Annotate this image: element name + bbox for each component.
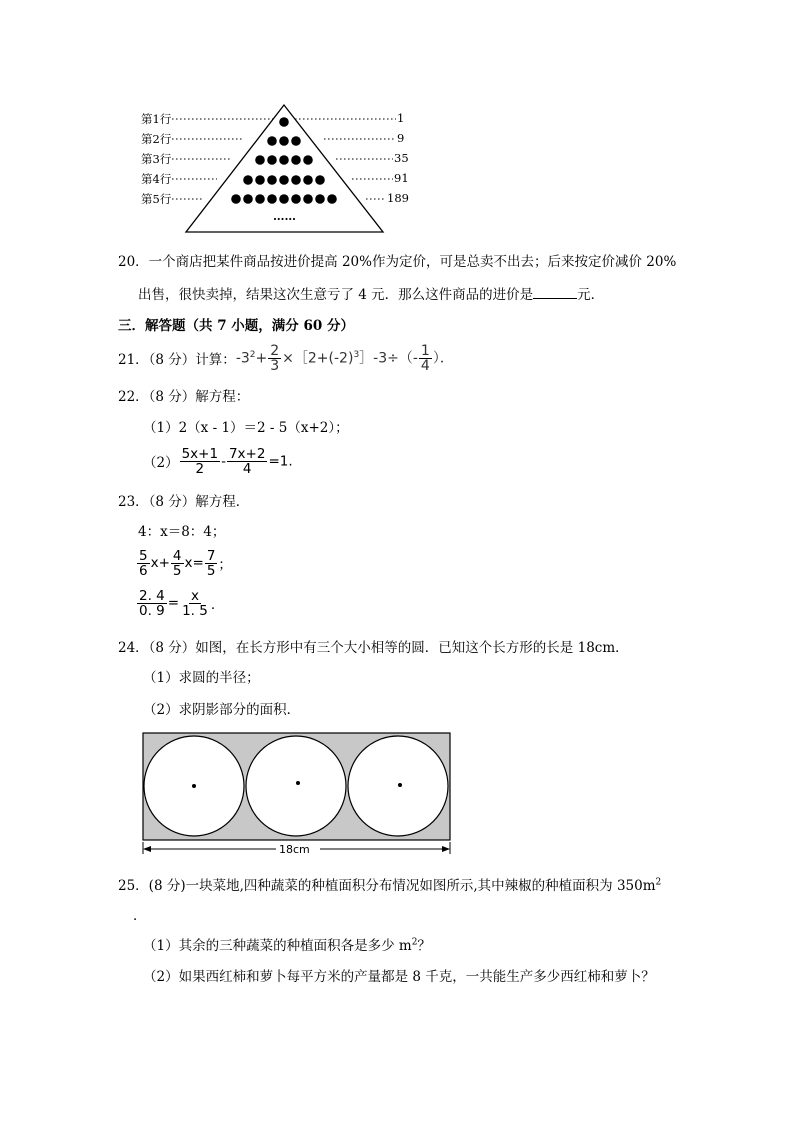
q20-line1: 20．一个商店把某件商品按进价提高 20%作为定价，可是总卖不出去；后来按定价减价 20% <box>118 254 677 270</box>
dot <box>243 194 253 204</box>
q22-p1-label: （1） <box>143 420 179 436</box>
row-value-1: 1 <box>397 111 405 125</box>
dot <box>243 175 253 185</box>
q25-part2: （2）如果西红柿和萝卜每平方米的产量都是 8 千克，一共能生产多少西红柿和萝卜？ <box>143 969 655 985</box>
q25-p1-text: （1）其余的三种蔬菜的种植面积各是多少 m <box>143 938 412 954</box>
q22-p2-expression <box>179 447 293 476</box>
circle-right <box>348 736 448 836</box>
arrow-left-icon <box>143 846 151 852</box>
answer-blank[interactable] <box>533 286 577 299</box>
row-label-1: 第1行 <box>141 112 172 126</box>
q21-prefix: 21．（8 分）计算： <box>118 352 236 368</box>
row-label-2: 第2行 <box>141 132 172 146</box>
dot <box>231 194 241 204</box>
q20-line2-unit: 元． <box>577 287 605 303</box>
dimension-label: 18cm <box>279 843 310 856</box>
q25-sup: 2 <box>655 877 662 888</box>
triangle-ellipsis: …… <box>273 209 296 223</box>
q24-title: 24．（8 分）如图，在长方形中有三个大小相等的圆．已知这个长方形的长是 18cm． <box>118 640 629 656</box>
q21-sup2: 2 <box>249 349 256 360</box>
center-dot <box>192 784 196 788</box>
q22-p2-end: =1. <box>268 453 293 469</box>
row-value-2: 9 <box>397 131 405 145</box>
q23-eq3 <box>136 585 224 621</box>
dot <box>267 175 277 185</box>
dot <box>327 194 337 204</box>
q22-p2-frac2: $\frac{7x+2}{4}$ <box>228 445 266 477</box>
q22-p2-label: （2） <box>143 455 179 471</box>
dot <box>291 175 301 185</box>
q25-line1-text: 25．(8 分)一块菜地,四种蔬菜的种植面积分布情况如图所示,其中辣椒的种植面积为 350m <box>118 878 656 894</box>
q20-line2-text: 出售，很快卖掉，结果这次生意亏了 4 元．那么这件商品的进价是 <box>138 287 534 303</box>
row-label-3: 第3行 <box>141 152 172 166</box>
center-dot <box>296 781 300 785</box>
dot <box>267 194 277 204</box>
dot <box>279 175 289 185</box>
q23-eq3-eq: = <box>167 595 180 611</box>
q22-part2 <box>143 444 293 478</box>
center-dot <box>398 783 402 787</box>
q25-part1 <box>143 934 431 954</box>
row-value-4: 91 <box>394 171 409 185</box>
dot <box>255 194 265 204</box>
q20-line2 <box>138 283 604 303</box>
dot <box>303 175 313 185</box>
q21-expr-c: ］-3÷（- <box>359 350 418 366</box>
q23-eq2-frac2: $\frac{4}{5}$ <box>172 547 182 579</box>
q25-dot: ． <box>133 908 147 924</box>
arrow-right-icon <box>442 846 450 852</box>
q23-eq3-frac2: $\frac{x}{1. 5}$ <box>182 587 208 619</box>
row-value-3: 35 <box>394 151 409 165</box>
row-value-5: 189 <box>387 191 409 205</box>
circle-middle <box>246 736 346 836</box>
dot <box>315 194 325 204</box>
q23-eq2-mid: x+ <box>150 555 170 571</box>
q21-plus: + <box>255 350 268 366</box>
q21-expr-b: ×［2+(-2) <box>282 350 354 366</box>
q22-p2-minus: - <box>221 453 226 469</box>
q23-eq3-end: ． <box>210 597 225 613</box>
q23-eq2 <box>136 546 232 580</box>
q25-line1 <box>118 874 661 894</box>
q21-sup3: 3 <box>353 349 360 360</box>
q23-eq2-frac3: $\frac{7}{5}$ <box>206 547 216 579</box>
dot <box>279 194 289 204</box>
dot <box>291 136 301 146</box>
dot <box>279 136 289 146</box>
q23-eq2-end: ； <box>218 557 232 573</box>
q21-expr-a: -3 <box>235 350 250 366</box>
dot <box>267 136 277 146</box>
q23-eq2-mid2: x= <box>184 555 204 571</box>
rectangle-circles-figure <box>140 730 455 860</box>
q24-part2: （2）求阴影部分的面积． <box>143 702 301 718</box>
q23-eq3-frac1: $\frac{2. 4}{0. 9}$ <box>139 587 165 619</box>
q25-p1-sup: 2 <box>411 937 418 948</box>
section3-title: 三．解答题（共 7 小题，满分 60 分） <box>118 318 354 334</box>
q21-frac2: $\frac{1}{4}$ <box>420 342 430 374</box>
q21-expression <box>236 344 454 373</box>
dot <box>267 155 277 165</box>
q22-p2-frac1: $\frac{5x+1}{2}$ <box>181 445 219 477</box>
dot <box>303 194 313 204</box>
dot <box>303 155 313 165</box>
dot <box>315 175 325 185</box>
dot <box>291 194 301 204</box>
q21-frac1: $\frac{2}{3}$ <box>270 342 280 374</box>
q22-p1-text: 2（x - 1）＝2 - 5（x+2）； <box>178 420 349 436</box>
q25-p1-end: ？ <box>417 938 431 954</box>
q24-part1: （1）求圆的半径； <box>143 670 260 686</box>
q23-eq2-frac1: $\frac{5}{6}$ <box>139 547 148 579</box>
q23-title: 23．（8 分）解方程． <box>118 494 250 510</box>
q22-part1 <box>143 416 349 436</box>
q21 <box>118 341 454 375</box>
dot <box>291 155 301 165</box>
dot <box>255 175 265 185</box>
q23-eq1: 4：x＝8：4； <box>138 524 226 540</box>
q21-expr-d: ）． <box>432 350 454 366</box>
dot <box>255 155 265 165</box>
dot <box>279 155 289 165</box>
q22-title: 22．（8 分）解方程： <box>118 389 250 405</box>
row-label-5: 第5行 <box>141 192 172 206</box>
dot <box>279 117 289 127</box>
row-label-4: 第4行 <box>141 172 172 186</box>
